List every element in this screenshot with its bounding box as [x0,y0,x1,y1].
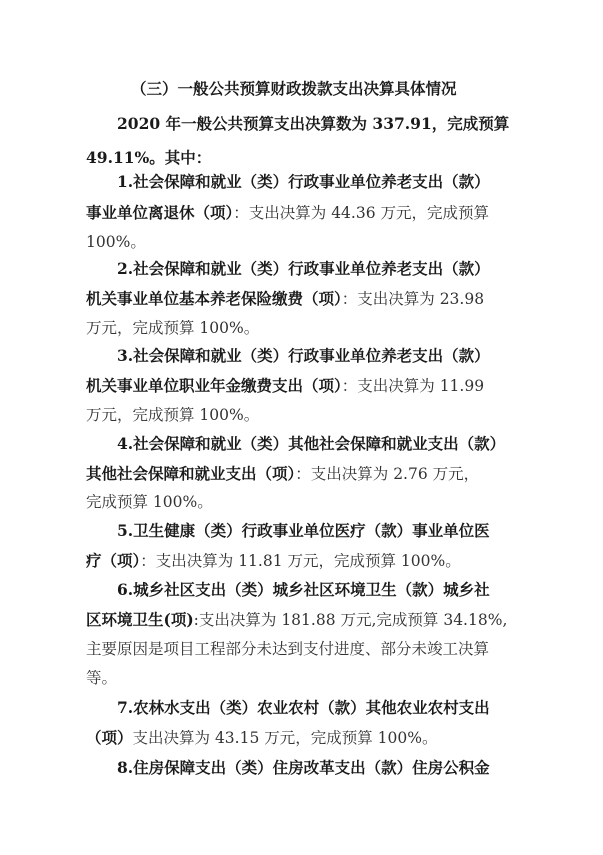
intro-line-1: 2020 年一般公共预算支出决算数为 337.91，完成预算 [117,114,510,133]
item-4-line-3: 完成预算 100%。 [86,493,213,511]
item-4-line-1: 4.社会保障和就业（类）其他社会保障和就业支出（款） [117,434,506,453]
item-5-line-2 [86,551,461,571]
item-5-amount: ：支出决算为 11.81 万元，完成预算 100%。 [140,552,461,570]
item-7-line-1: 7.农林水支出（类）农业农村（款）其他农业农村支出 [117,698,490,717]
item-7-amount: 支出决算为 43.15 万元，完成预算 100%。 [132,729,438,747]
item-4-line-2 [86,464,479,484]
item-3-category: 机关事业单位职业年金缴费支出（项） [86,376,342,395]
item-2-category: 机关事业单位基本养老保险缴费（项） [86,289,342,308]
item-2-line-3: 万元，完成预算 100%。 [86,319,260,337]
item-1-line-3: 100%。 [86,233,146,251]
intro-line-2: 49.11%。其中： [86,148,212,167]
item-4-category: 其他社会保障和就业支出（项） [86,464,296,483]
item-1-line-2 [86,203,489,223]
item-3-line-3: 万元，完成预算 100%。 [86,406,260,424]
item-1-category: 事业单位离退休（项） [86,203,234,222]
item-3-line-1: 3.社会保障和就业（类）行政事业单位养老支出（款） [117,346,490,365]
item-1-amount: ：支出决算为 44.36 万元，完成预算 [233,204,489,222]
item-2-line-2 [86,289,484,309]
item-7-category: （项） [86,728,133,747]
item-6-category: 区环境卫生(项) [86,610,194,629]
item-2-amount: ：支出决算为 23.98 [341,290,485,308]
item-6-line-3: 主要原因是项目工程部分未达到支付进度、部分未竣工决算 [86,640,490,658]
item-8-line-1: 8.住房保障支出（类）住房改革支出（款）住房公积金 [117,758,490,777]
item-3-line-2 [86,376,484,396]
item-6-line-4: 等。 [86,669,118,687]
item-3-amount: ：支出决算为 11.99 [341,377,485,395]
item-6-line-2 [86,610,507,630]
item-6-line-1: 6.城乡社区支出（类）城乡社区环境卫生（款）城乡社 [117,580,490,599]
item-2-line-1: 2.社会保障和就业（类）行政事业单位养老支出（款） [117,259,490,278]
item-4-amount: ：支出决算为 2.76 万元， [295,465,480,483]
item-1-line-1: 1.社会保障和就业（类）行政事业单位养老支出（款） [117,172,490,191]
item-5-line-1: 5.卫生健康（类）行政事业单位医疗（款）事业单位医 [117,521,490,540]
item-7-line-2 [86,728,437,748]
section-title: （三）一般公共预算财政拨款支出决算具体情况 [131,79,457,98]
item-5-category: 疗（项） [86,551,141,570]
item-6-amount: :支出决算为 181.88 万元,完成预算 34.18%, [193,611,508,629]
